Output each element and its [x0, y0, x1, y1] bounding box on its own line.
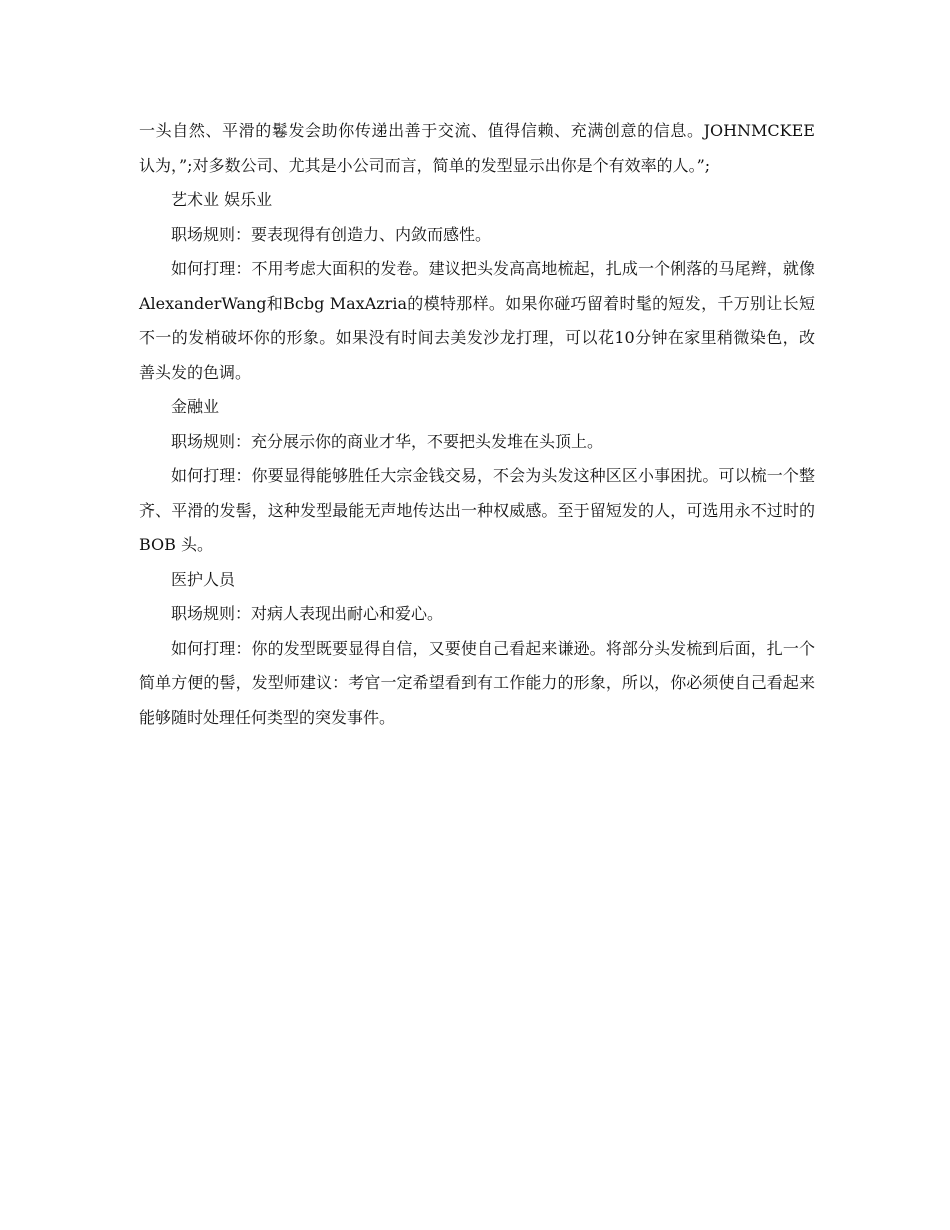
heading-arts-entertainment: 艺术业 娱乐业	[171, 190, 273, 209]
paragraph-medical-rules: 职场规则：对病人表现出耐心和爱心。	[171, 604, 444, 623]
paragraph-medical-howto: 如何打理：你的发型既要显得自信，又要使自己看起来谦逊。将部分头发梳到后面，扎一个简单方便的髻，发型师建议：考官一定希望看到有工作能力的形象，所以，你必须使自己看起来能够随时处理任何类型的突发事件。	[139, 638, 815, 727]
document-body	[139, 114, 815, 735]
paragraph-finance-rules: 职场规则：充分展示你的商业才华，不要把头发堆在头顶上。	[171, 431, 604, 451]
paragraph-arts-rules: 职场规则：要表现得有创造力、内敛而感性。	[171, 224, 492, 244]
paragraph-finance-howto: 如何打理：你要显得能够胜任大宗金钱交易，不会为头发这种区区小事困扰。可以梳一个整齐、平滑的发髻，这种发型最能无声地传达出一种权威感。至于留短发的人，可选用永不过时的BOB 头。	[139, 466, 815, 554]
paragraph-arts-howto: 如何打理：不用考虑大面积的发卷。建议把头发高高地梳起，扎成一个俐落的马尾辫，就像AlexanderWang和Bcbg MaxAzria的模特那样。如果你碰巧留着时髦的短发，千万别让长短不一的发梢破坏你的形象。如果没有时间去美发沙龙打理，可以花10分钟在家里稍微染色，改善头发的色调。	[139, 259, 815, 382]
heading-medical: 医护人员	[171, 569, 236, 589]
heading-finance: 金融业	[171, 397, 220, 416]
paragraph-intro-continued: 一头自然、平滑的鬈发会助你传递出善于交流、值得信赖、充满创意的信息。JOHNMCKEE 认为，”;对多数公司、尤其是小公司而言，简单的发型显示出你是个有效率的人。”;	[139, 121, 815, 175]
